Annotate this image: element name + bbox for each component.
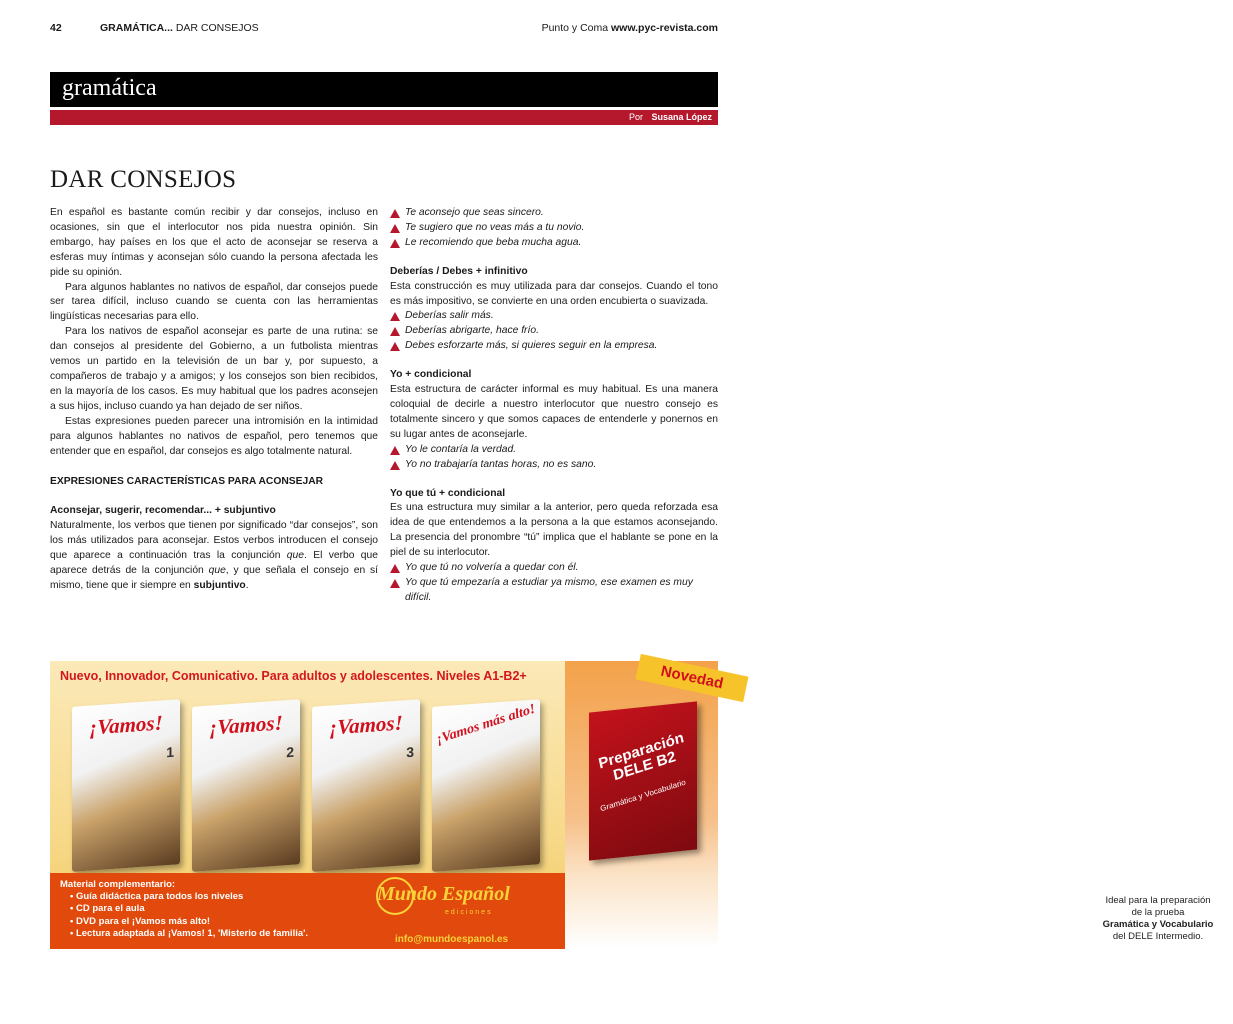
example-item [390,221,718,236]
example-text: Yo que tú empezaría a estudiar ya mismo, ese examen es muy difícil. [405,576,693,603]
examples-group-3 [390,443,718,473]
paragraph-4: Estas expresiones pueden parecer una intromisión en la intimidad para algunos hablantes no nativos de español, pero tenemos que entender que en español, dar consejos es algo totalmente natural. [50,415,378,457]
running-header [50,22,718,38]
subjuntivo-term: subjuntivo [193,579,246,591]
paragraph-3: Para los nativos de español aconsejar es parte de una rutina: se dan consejos al presidente del Gobierno, a un futbolista mientras vemos un partido en la televisión de un bar y, por supuesto, a compañeros de trabajo y a amigos; y los consejos son bien recibidos, en la mayoría de los casos. Es muy habitual que los padres aconsejen a sus hijos, incluso cuando ya han dejado de ser niños. [50,326,378,412]
conjunction-que-2: que [208,564,226,576]
material-item: • Lectura adaptada al ¡Vamos! 1, 'Misterio de familia'. [70,928,308,940]
examples-group-2 [390,309,718,354]
paragraph-5 [50,519,378,594]
book-cover-dele-b2 [589,701,697,860]
paragraph-5-part-d: . [245,579,249,591]
byline [629,112,712,122]
example-item [390,458,718,473]
ideal-line-1: Ideal para la preparación [1105,895,1211,906]
book-cover-vamos-1 [72,699,180,872]
triangle-bullet-icon [390,342,400,351]
book-title: ¡Vamos! [329,710,403,740]
ideal-line-3-bold: Gramática y Vocabulario [1102,919,1214,930]
triangle-bullet-icon [390,209,400,218]
example-item [390,324,718,339]
triangle-bullet-icon [390,239,400,248]
article-title: DAR CONSEJOS [50,166,237,193]
example-text: Deberías abrigarte, hace frío. [405,325,539,337]
section-label-rest: DAR CONSEJOS [172,22,259,34]
triangle-bullet-icon [390,312,400,321]
example-item [390,339,718,354]
examples-group-1 [390,206,718,251]
example-item [390,561,718,576]
ad-dele-panel [565,661,1214,949]
ad-headline: Nuevo, Innovador, Comunicativo. Para adultos y adolescentes. Niveles A1-B2+ [60,669,527,683]
right-column [390,206,718,606]
brand-logo [377,883,510,906]
paragraph-5-part-c: , y que señala el consejo en sí mismo, tiene que ir siempre en [50,564,378,591]
book-cover-vamos-2 [192,699,300,872]
dele-description [1083,895,1233,943]
section-label [100,22,259,34]
book-number: 2 [286,743,294,761]
ideal-line-2: de la prueba [1131,907,1185,918]
book-title: ¡Vamos más alto! [435,701,537,748]
brand-subtitle: ediciones [445,909,493,916]
example-text: Le recomiendo que beba mucha agua. [405,236,582,248]
example-text: Te sugiero que no veas más a tu novio. [405,221,585,233]
advertisement[interactable] [50,661,1214,949]
example-item [390,443,718,458]
example-text: Debes esforzarte más, si quieres seguir en la empresa. [405,340,658,352]
book-title: ¡Vamos! [89,710,163,740]
example-text: Yo le contaría la verdad. [405,443,517,455]
example-item [390,236,718,251]
triangle-bullet-icon [390,461,400,470]
example-item [390,206,718,221]
material-items [60,891,308,940]
left-column [50,206,378,594]
category-banner [50,72,718,107]
subheading-subjuntivo: Aconsejar, sugerir, recomendar... + subjuntivo [50,505,276,517]
category-title: gramática [62,75,157,101]
book-title: ¡Vamos! [209,710,283,740]
material-list [60,879,308,940]
dele-subtitle: Gramática y Vocabulario [599,777,687,814]
text-yo-que-tu: Es una estructura muy similar a la anterior, pero queda reforzada esa idea de que entendemos a la persona a la que estamos aconsejando. La presencia del pronombre “tú” implica que el hablante se pone en la piel de su interlocutor. [390,502,718,559]
brand-name: Mundo Español [377,883,510,905]
book-cover-vamos-3 [312,699,420,872]
triangle-bullet-icon [390,564,400,573]
paragraph-5-part-b: . El verbo que aparece detrás de la conjunción [50,550,378,576]
subheading-yo-condicional: Yo + condicional [390,369,472,381]
book-number: 3 [406,743,414,761]
section-label-bold: GRAMÁTICA... [100,22,173,34]
text-yo-condicional: Esta estructura de carácter informal es muy habitual. Es una manera coloquial de decirle a nuestro interlocutor que nuestro consejo es totalmente sincero y que somos capaces de entenderle y ponernos en su lugar antes de aconsejarle. [390,384,718,440]
paragraph-5-part-a: Naturalmente, los verbos que tienen por significado “dar consejos”, son los más utilizados para aconsejar. Estos verbos introducen el consejo que aparece a continuación tras la conjunción [50,520,378,562]
triangle-bullet-icon [390,327,400,336]
ideal-line-3 [1083,919,1233,931]
subheading-deberias: Deberías / Debes + infinitivo [390,265,528,277]
byline-bar [50,110,718,125]
example-item [390,576,718,606]
example-item [390,309,718,324]
material-item: • CD para el aula [70,903,308,915]
conjunction-que-1: que [286,550,304,562]
material-title: Material complementario: [60,879,176,890]
book-cover-vamos-mas-alto [432,699,540,872]
example-text: Yo que tú no volvería a quedar con él. [405,562,579,574]
examples-group-4 [390,561,718,606]
ad-email-link[interactable]: info@mundoespanol.es [395,934,509,945]
dele-title: Preparación DELE B2 [597,729,686,785]
triangle-bullet-icon [390,446,400,455]
section-heading: EXPRESIONES CARACTERÍSTICAS PARA ACONSEJAR [50,476,324,488]
text-deberias: Esta construcción es muy utilizada para dar consejos. Cuando el tono es más impositivo, se convierte en una orden encubierta o suavizada. [390,280,718,307]
page-number: 42 [50,22,62,34]
example-text: Yo no trabajaría tantas horas, no es sano. [405,458,597,470]
paragraph-2: Para algunos hablantes no nativos de español, dar consejos puede ser tarea difícil, incluso cuando se cuenta con las herramientas lingüísticas necesarias para ello. [50,281,378,323]
material-item: • Guía didáctica para todos los niveles [70,891,308,903]
ideal-line-4: del DELE Intermedio. [1112,931,1204,942]
paragraph-1: En español es bastante común recibir y dar consejos, incluso en ocasiones, sin que el interlocutor nos pida nuestra opinión. Sin embargo, hay países en los que el acto de aconsejar se reserva a esferas muy íntimas y aconsejan sólo cuando la persona afectada les pide su opinión. [50,207,378,278]
novedad-badge: Novedad [635,654,748,702]
example-text: Deberías salir más. [405,310,494,322]
book-number: 1 [166,743,174,761]
magazine-credit [542,22,718,34]
magazine-name: Punto y Coma [541,22,612,34]
triangle-bullet-icon [390,224,400,233]
triangle-bullet-icon [390,579,400,588]
example-text: Te aconsejo que seas sincero. [405,207,544,218]
subheading-yo-que-tu: Yo que tú + condicional [390,487,506,499]
byline-prefix: Por [628,112,646,122]
author-name: Susana López [651,112,712,122]
material-item: • DVD para el ¡Vamos más alto! [70,916,308,928]
magazine-url: www.pyc-revista.com [611,22,718,34]
